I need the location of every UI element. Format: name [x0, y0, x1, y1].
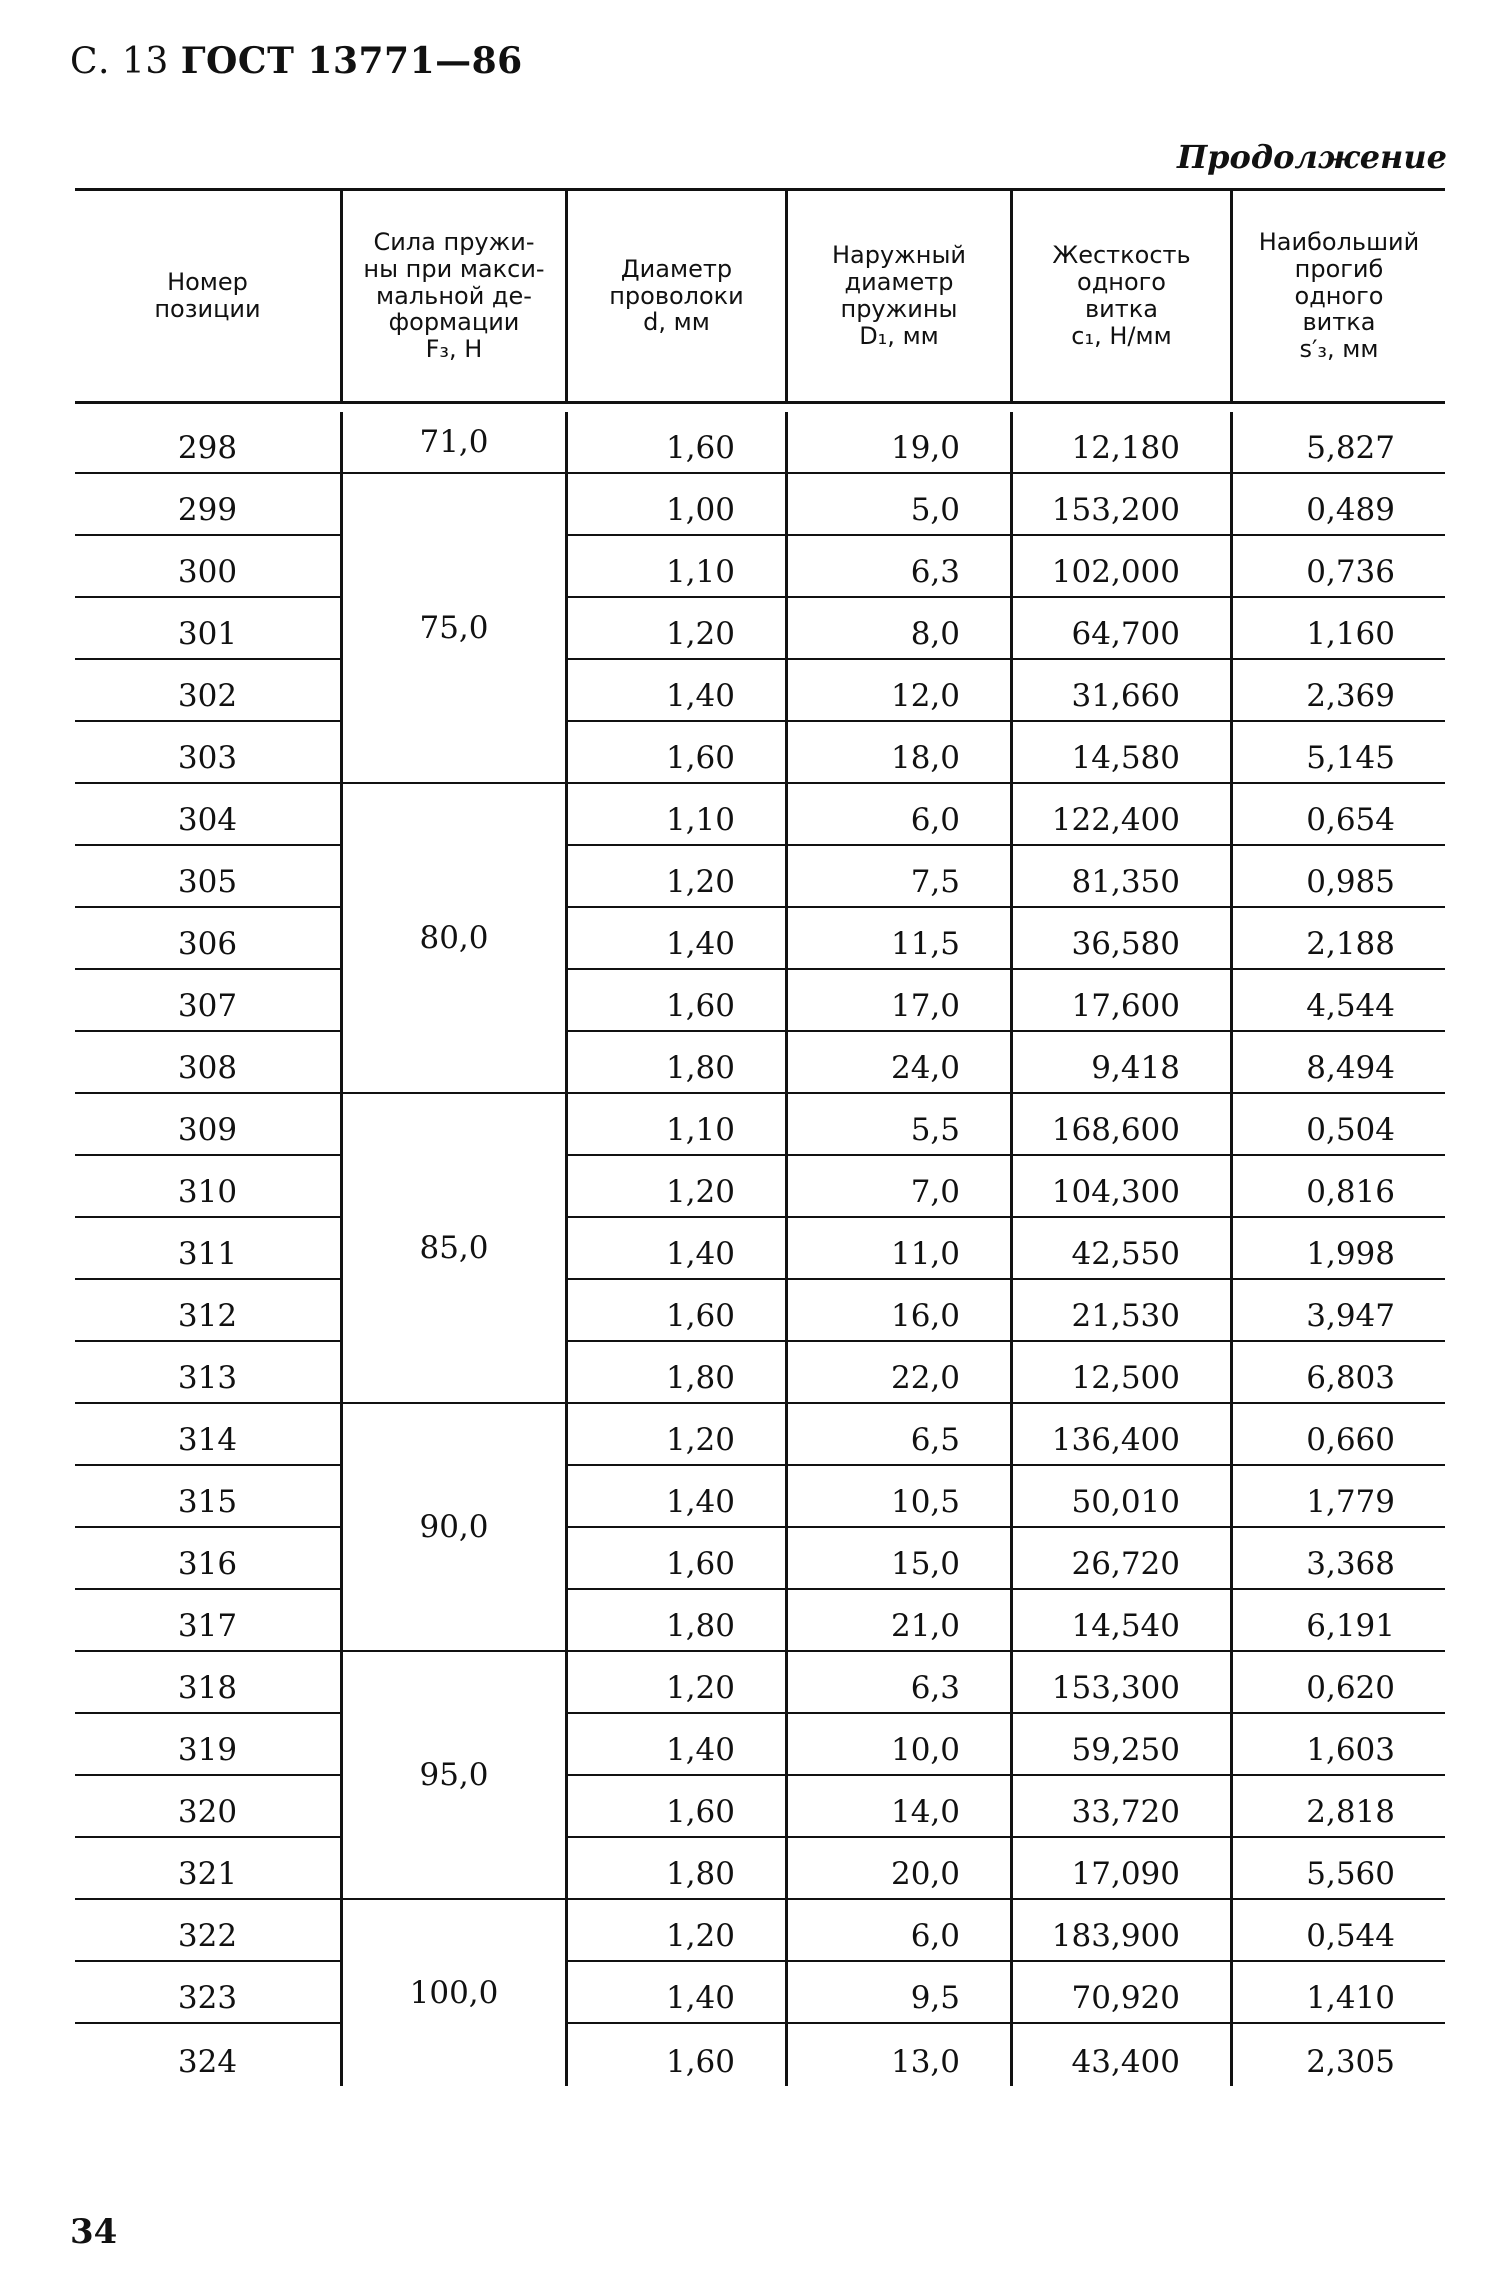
position-cell: 308 — [75, 1032, 340, 1094]
page-header — [70, 40, 523, 82]
wire-diameter-cell: 1,40 — [565, 1466, 785, 1528]
position-cell: 311 — [75, 1218, 340, 1280]
deflection-cell: 5,560 — [1230, 1838, 1445, 1900]
stiffness-cell: 122,400 — [1010, 784, 1230, 846]
wire-diameter-cell: 1,20 — [565, 846, 785, 908]
stiffness-cell: 64,700 — [1010, 598, 1230, 660]
outer-diameter-cell: 6,3 — [785, 536, 1010, 598]
outer-diameter-cell: 6,3 — [785, 1652, 1010, 1714]
deflection-cell: 0,504 — [1230, 1094, 1445, 1156]
page-label: С. 13 — [70, 41, 169, 82]
stiffness-cell: 168,600 — [1010, 1094, 1230, 1156]
outer-diameter-cell: 16,0 — [785, 1280, 1010, 1342]
position-cell: 307 — [75, 970, 340, 1032]
force-cell: 85,0 — [340, 1094, 565, 1404]
deflection-cell: 3,947 — [1230, 1280, 1445, 1342]
wire-diameter-cell: 1,80 — [565, 1590, 785, 1652]
stiffness-cell: 36,580 — [1010, 908, 1230, 970]
outer-diameter-cell: 10,0 — [785, 1714, 1010, 1776]
outer-diameter-cell: 12,0 — [785, 660, 1010, 722]
deflection-cell: 0,985 — [1230, 846, 1445, 908]
stiffness-cell: 102,000 — [1010, 536, 1230, 598]
force-cell: 90,0 — [340, 1404, 565, 1652]
deflection-cell: 3,368 — [1230, 1528, 1445, 1590]
position-cell: 300 — [75, 536, 340, 598]
deflection-cell: 1,998 — [1230, 1218, 1445, 1280]
outer-diameter-cell: 11,0 — [785, 1218, 1010, 1280]
outer-diameter-cell: 6,0 — [785, 784, 1010, 846]
stiffness-cell: 42,550 — [1010, 1218, 1230, 1280]
stiffness-cell: 9,418 — [1010, 1032, 1230, 1094]
outer-diameter-cell: 15,0 — [785, 1528, 1010, 1590]
position-cell: 316 — [75, 1528, 340, 1590]
stiffness-cell: 31,660 — [1010, 660, 1230, 722]
wire-diameter-cell: 1,60 — [565, 1280, 785, 1342]
wire-diameter-cell: 1,10 — [565, 1094, 785, 1156]
wire-diameter-cell: 1,40 — [565, 1218, 785, 1280]
stiffness-cell: 12,180 — [1010, 412, 1230, 474]
position-cell: 319 — [75, 1714, 340, 1776]
wire-diameter-cell: 1,60 — [565, 1528, 785, 1590]
position-cell: 299 — [75, 474, 340, 536]
wire-diameter-cell: 1,40 — [565, 660, 785, 722]
position-cell: 318 — [75, 1652, 340, 1714]
stiffness-cell: 136,400 — [1010, 1404, 1230, 1466]
wire-diameter-cell: 1,60 — [565, 1776, 785, 1838]
wire-diameter-cell: 1,20 — [565, 1404, 785, 1466]
column-header-stiffness: Жесткость одного витка c₁, Н/мм — [1010, 191, 1230, 401]
position-cell: 309 — [75, 1094, 340, 1156]
deflection-cell: 2,818 — [1230, 1776, 1445, 1838]
standard-number: ГОСТ 13771—86 — [180, 40, 523, 82]
deflection-cell: 8,494 — [1230, 1032, 1445, 1094]
stiffness-cell: 104,300 — [1010, 1156, 1230, 1218]
position-cell: 321 — [75, 1838, 340, 1900]
position-cell: 314 — [75, 1404, 340, 1466]
deflection-cell: 4,544 — [1230, 970, 1445, 1032]
deflection-cell: 0,489 — [1230, 474, 1445, 536]
deflection-cell: 1,779 — [1230, 1466, 1445, 1528]
position-cell: 304 — [75, 784, 340, 846]
wire-diameter-cell: 1,40 — [565, 1962, 785, 2024]
column-header-wire-diameter: Диаметр проволоки d, мм — [565, 191, 785, 401]
stiffness-cell: 59,250 — [1010, 1714, 1230, 1776]
stiffness-cell: 81,350 — [1010, 846, 1230, 908]
outer-diameter-cell: 21,0 — [785, 1590, 1010, 1652]
wire-diameter-cell: 1,80 — [565, 1838, 785, 1900]
deflection-cell: 0,544 — [1230, 1900, 1445, 1962]
outer-diameter-cell: 10,5 — [785, 1466, 1010, 1528]
column-header-outer-diameter: Наружный диаметр пружины D₁, мм — [785, 191, 1010, 401]
outer-diameter-cell: 5,0 — [785, 474, 1010, 536]
position-cell: 320 — [75, 1776, 340, 1838]
deflection-cell: 1,603 — [1230, 1714, 1445, 1776]
outer-diameter-cell: 24,0 — [785, 1032, 1010, 1094]
outer-diameter-cell: 18,0 — [785, 722, 1010, 784]
outer-diameter-cell: 20,0 — [785, 1838, 1010, 1900]
force-cell: 80,0 — [340, 784, 565, 1094]
position-cell: 324 — [177, 2044, 238, 2080]
table-header — [75, 191, 1445, 404]
deflection-cell: 2,305 — [1230, 2024, 1445, 2086]
page-number: 34 — [70, 2212, 118, 2252]
deflection-cell: 6,803 — [1230, 1342, 1445, 1404]
stiffness-cell: 33,720 — [1010, 1776, 1230, 1838]
outer-diameter-cell: 11,5 — [785, 908, 1010, 970]
position-cell: 323 — [75, 1962, 340, 2024]
deflection-cell: 0,736 — [1230, 536, 1445, 598]
force-cell: 95,0 — [340, 1652, 565, 1900]
position-cell: 298 — [75, 412, 340, 474]
wire-diameter-cell: 1,80 — [565, 1032, 785, 1094]
outer-diameter-cell: 6,5 — [785, 1404, 1010, 1466]
deflection-cell: 1,160 — [1230, 598, 1445, 660]
outer-diameter-cell: 5,5 — [785, 1094, 1010, 1156]
deflection-cell: 0,654 — [1230, 784, 1445, 846]
outer-diameter-cell: 22,0 — [785, 1342, 1010, 1404]
wire-diameter-cell: 1,60 — [565, 970, 785, 1032]
outer-diameter-cell: 7,5 — [785, 846, 1010, 908]
wire-diameter-cell: 1,60 — [565, 2024, 785, 2086]
stiffness-cell: 14,540 — [1010, 1590, 1230, 1652]
wire-diameter-cell: 1,40 — [565, 908, 785, 970]
position-cell: 306 — [75, 908, 340, 970]
position-cell: 322 — [75, 1900, 340, 1962]
continuation-label: Продолжение — [1176, 138, 1447, 176]
position-cell: 317 — [75, 1590, 340, 1652]
position-cell: 302 — [75, 660, 340, 722]
wire-diameter-cell: 1,20 — [565, 1900, 785, 1962]
spring-data-table — [75, 188, 1445, 2086]
position-cell: 305 — [75, 846, 340, 908]
position-cell: 312 — [75, 1280, 340, 1342]
wire-diameter-cell: 1,10 — [565, 784, 785, 846]
wire-diameter-cell: 1,10 — [565, 536, 785, 598]
stiffness-cell: 21,530 — [1010, 1280, 1230, 1342]
stiffness-cell: 50,010 — [1010, 1466, 1230, 1528]
position-cell: 301 — [75, 598, 340, 660]
column-header-position: Номер позиции — [154, 268, 261, 323]
stiffness-cell: 183,900 — [1010, 1900, 1230, 1962]
deflection-cell: 0,816 — [1230, 1156, 1445, 1218]
outer-diameter-cell: 14,0 — [785, 1776, 1010, 1838]
outer-diameter-cell: 19,0 — [785, 412, 1010, 474]
deflection-cell: 5,145 — [1230, 722, 1445, 784]
outer-diameter-cell: 17,0 — [785, 970, 1010, 1032]
position-cell: 310 — [75, 1156, 340, 1218]
stiffness-cell: 43,400 — [1010, 2024, 1230, 2086]
stiffness-cell: 17,090 — [1010, 1838, 1230, 1900]
column-header-max-deflection: Наибольший прогиб одного витка s′₃, мм — [1230, 191, 1445, 401]
deflection-cell: 6,191 — [1230, 1590, 1445, 1652]
stiffness-cell: 153,300 — [1010, 1652, 1230, 1714]
outer-diameter-cell: 8,0 — [785, 598, 1010, 660]
stiffness-cell: 12,500 — [1010, 1342, 1230, 1404]
outer-diameter-cell: 7,0 — [785, 1156, 1010, 1218]
wire-diameter-cell: 1,20 — [565, 598, 785, 660]
outer-diameter-cell: 13,0 — [785, 2024, 1010, 2086]
position-cell: 303 — [75, 722, 340, 784]
deflection-cell: 1,410 — [1230, 1962, 1445, 2024]
stiffness-cell: 26,720 — [1010, 1528, 1230, 1590]
force-cell: 75,0 — [340, 474, 565, 784]
wire-diameter-cell: 1,60 — [565, 412, 785, 474]
force-cell: 100,0 — [340, 1900, 565, 2086]
deflection-cell: 2,369 — [1230, 660, 1445, 722]
deflection-cell: 0,660 — [1230, 1404, 1445, 1466]
position-cell: 315 — [75, 1466, 340, 1528]
deflection-cell: 5,827 — [1230, 412, 1445, 474]
stiffness-cell: 17,600 — [1010, 970, 1230, 1032]
position-cell: 313 — [75, 1342, 340, 1404]
column-header-force: Сила пружи- ны при макси- мальной де- формации F₃, Н — [340, 191, 565, 401]
table-body — [75, 412, 1445, 2086]
wire-diameter-cell: 1,00 — [565, 474, 785, 536]
deflection-cell: 0,620 — [1230, 1652, 1445, 1714]
stiffness-cell: 70,920 — [1010, 1962, 1230, 2024]
outer-diameter-cell: 6,0 — [785, 1900, 1010, 1962]
wire-diameter-cell: 1,60 — [565, 722, 785, 784]
wire-diameter-cell: 1,40 — [565, 1714, 785, 1776]
deflection-cell: 2,188 — [1230, 908, 1445, 970]
stiffness-cell: 14,580 — [1010, 722, 1230, 784]
wire-diameter-cell: 1,80 — [565, 1342, 785, 1404]
wire-diameter-cell: 1,20 — [565, 1652, 785, 1714]
outer-diameter-cell: 9,5 — [785, 1962, 1010, 2024]
force-cell: 71,0 — [340, 412, 565, 474]
wire-diameter-cell: 1,20 — [565, 1156, 785, 1218]
stiffness-cell: 153,200 — [1010, 474, 1230, 536]
